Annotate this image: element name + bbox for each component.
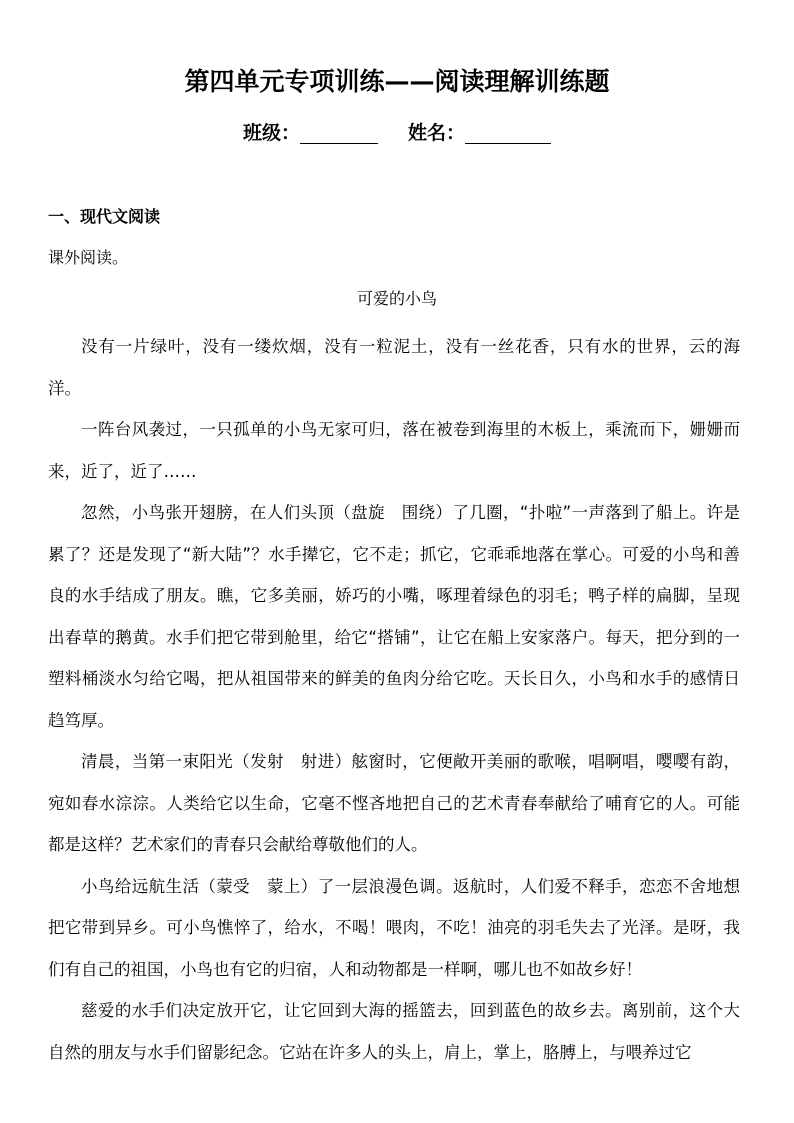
paragraph: 忽然，小鸟张开翅膀，在人们头顶（盘旋 围绕）了几圈，“扑啦”一声落到了船上。许是累了？还是发现了“新大陆”？水手撵它，它不走；抓它，它乖乖地落在掌心。可爱的小鸟和善良的水手结成了朋友。瞧，它多美丽，娇巧的小嘴，啄理着绿色的羽毛；鸭子样的扁脚，呈现出春草的鹅黄。水手们把它带到舱里，给它“搭铺”，让它在船上安家落户。每天，把分到的一塑料桶淡水匀给它喝，把从祖国带来的鲜美的鱼肉分给它吃。天长日久，小鸟和水手的感情日趋笃厚。 bbox=[48, 503, 740, 730]
paragraph: 慈爱的水手们决定放开它，让它回到大海的摇篮去，回到蓝色的故乡去。离别前，这个大自然的朋友与水手们留影纪念。它站在许多人的头上，肩上，掌上，胳膊上，与喂养过它 bbox=[48, 1001, 740, 1062]
paragraph: 一阵台风袭过，一只孤单的小鸟无家可归，落在被卷到海里的木板上，乘流而下，姗姗而来，近了，近了…… bbox=[48, 420, 740, 481]
section-heading: 一、现代文阅读 bbox=[48, 207, 161, 226]
paragraph: 没有一片绿叶，没有一缕炊烟，没有一粒泥土，没有一丝花香，只有水的世界，云的海洋。 bbox=[48, 337, 740, 398]
sub-heading: 课外阅读。 bbox=[48, 248, 129, 267]
class-label: 班级： bbox=[242, 122, 300, 144]
page-title: 第四单元专项训练——阅读理解训练题 bbox=[184, 67, 610, 96]
paragraph: 小鸟给远航生活（蒙受 蒙上）了一层浪漫色调。返航时，人们爱不释手，恋恋不舍地想把它带到异乡。可小鸟憔悴了，给水，不喝！喂肉，不吃！油亮的羽毛失去了光泽。是呀，我们有自己的祖国，小鸟也有它的归宿，人和动物都是一样啊，哪儿也不如故乡好！ bbox=[48, 876, 740, 979]
passage-body bbox=[48, 326, 740, 1073]
name-blank[interactable] bbox=[465, 121, 551, 144]
paragraph: 清晨，当第一束阳光（发射 射进）舷窗时，它便敞开美丽的歌喉，唱啊唱，嘤嘤有韵，宛如春水淙淙。人类给它以生命，它毫不悭吝地把自己的艺术青春奉献给了哺育它的人。可能都是这样？艺术家们的青春只会献给尊敬他们的人。 bbox=[48, 752, 740, 854]
class-blank[interactable] bbox=[300, 121, 378, 144]
passage-title: 可爱的小鸟 bbox=[356, 289, 437, 308]
name-label: 姓名： bbox=[408, 122, 466, 144]
student-info-line bbox=[0, 118, 794, 148]
